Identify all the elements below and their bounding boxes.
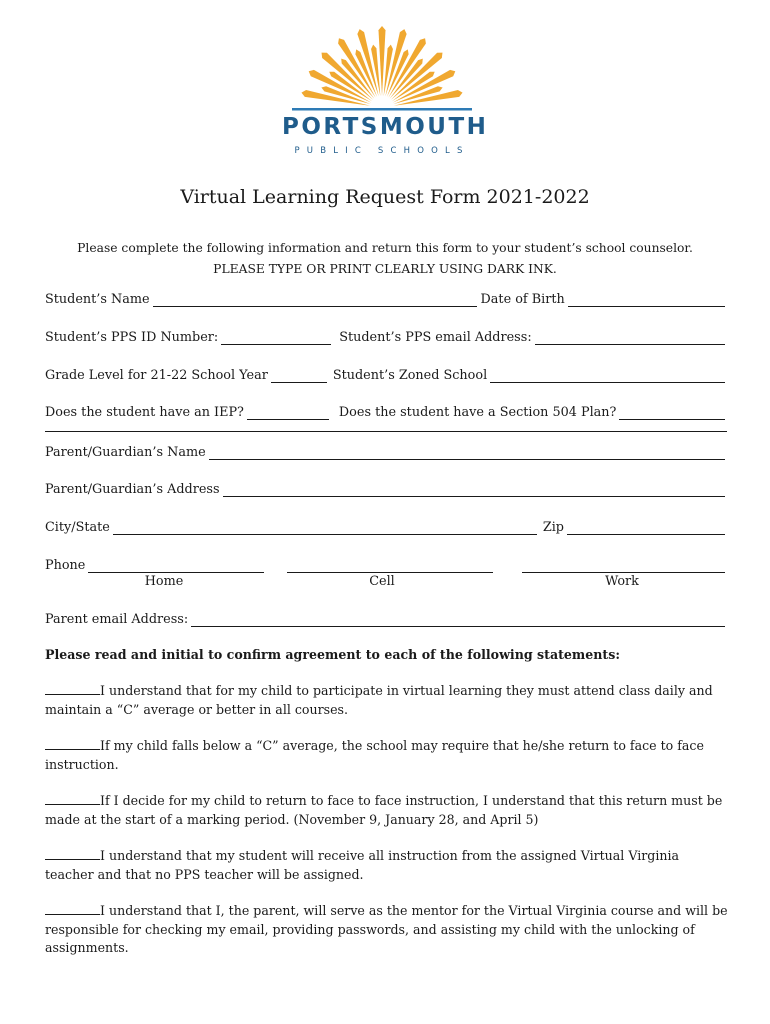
parent-email-label: Parent email Address: [45,612,189,627]
parent-name-field[interactable] [209,446,725,460]
statement-text-3: If I decide for my child to return to face to face instruction, I understand that this return must be made at the start of a marking period. (November 9, January 28, and April 5) [45,793,723,827]
logo-ray [391,53,443,100]
row-pps [45,327,725,345]
zoned-school-field[interactable] [490,369,725,383]
city-state-label: City/State [45,520,110,535]
section-504-field[interactable] [619,406,725,420]
logo-ray [322,53,374,100]
iep-field[interactable] [247,406,329,420]
parent-address-label: Parent/Guardian’s Address [45,482,220,497]
row-student-name [45,289,725,307]
city-state-field[interactable] [113,521,537,535]
form-title: Virtual Learning Request Form 2021-2022 [180,186,590,208]
row-grade [45,365,725,383]
row-parent-address [45,479,725,497]
student-name-label: Student’s Name [45,292,150,307]
phone-work-caption: Work [605,574,639,589]
statement-5 [45,902,730,958]
pps-id-field[interactable] [221,331,331,345]
zoned-school-label: Student’s Zoned School [332,368,488,383]
parent-email-field[interactable] [191,613,725,627]
instruction-text: Please complete the following information and return this form to your student’s school counselor. [77,241,693,255]
parent-name-label: Parent/Guardian’s Name [45,445,206,460]
initial-field-5[interactable] [45,902,100,915]
section-504-label: Does the student have a Section 504 Plan? [338,405,617,420]
dob-label: Date of Birth [480,292,565,307]
row-iep [45,402,725,420]
logo-ray [378,26,385,96]
pps-id-label: Student’s PPS ID Number: [45,330,219,345]
phone-cell-field[interactable] [287,559,493,573]
statement-3 [45,792,730,829]
statement-4 [45,847,730,884]
agreement-heading: Please read and initial to confirm agreement to each of the following statements: [45,647,620,662]
initial-field-1[interactable] [45,682,100,695]
statement-text-1: I understand that for my child to participate in virtual learning they must attend class daily and maintain a “C” average or better in all courses. [45,683,713,717]
phone-cell-caption: Cell [369,574,395,589]
initial-field-4[interactable] [45,847,100,860]
phone-work-field[interactable] [522,559,725,573]
parent-address-field[interactable] [223,483,725,497]
zip-field[interactable] [567,521,725,535]
statement-text-4: I understand that my student will receive all instruction from the assigned Virtual Virginia teacher and that no PPS teacher will be assigned. [45,848,679,882]
initial-field-2[interactable] [45,737,100,750]
instruction-caps: PLEASE TYPE OR PRINT CLEARLY USING DARK INK. [213,262,557,276]
grade-level-field[interactable] [271,369,327,383]
row-parent-name [45,442,725,460]
pps-email-field[interactable] [535,331,725,345]
statement-1 [45,682,730,719]
grade-level-label: Grade Level for 21-22 School Year [45,368,268,383]
statement-text-2: If my child falls below a “C” average, the school may require that he/she return to face to face instruction. [45,738,704,772]
dob-field[interactable] [568,293,725,307]
logo-subtitle: PUBLIC SCHOOLS [294,146,470,156]
row-parent-email [45,609,725,627]
logo-name: PORTSMOUTH [282,114,489,140]
phone-home-field[interactable] [88,559,264,573]
iep-label: Does the student have an IEP? [45,405,244,420]
statement-text-5: I understand that I, the parent, will serve as the mentor for the Virtual Virginia course and will be responsible for checking my email, providing passwords, and assisting my child with the unlocking of assignments. [45,903,728,955]
section-divider [45,431,727,432]
initial-field-3[interactable] [45,792,100,805]
zip-label: Zip [542,520,565,535]
pps-email-label: Student’s PPS email Address: [339,330,532,345]
sunburst-logo [282,18,489,163]
row-phone [45,555,725,573]
student-name-field[interactable] [153,293,477,307]
statement-2 [45,737,730,774]
phone-label: Phone [45,558,86,573]
row-city [45,517,725,535]
phone-home-caption: Home [144,574,184,589]
